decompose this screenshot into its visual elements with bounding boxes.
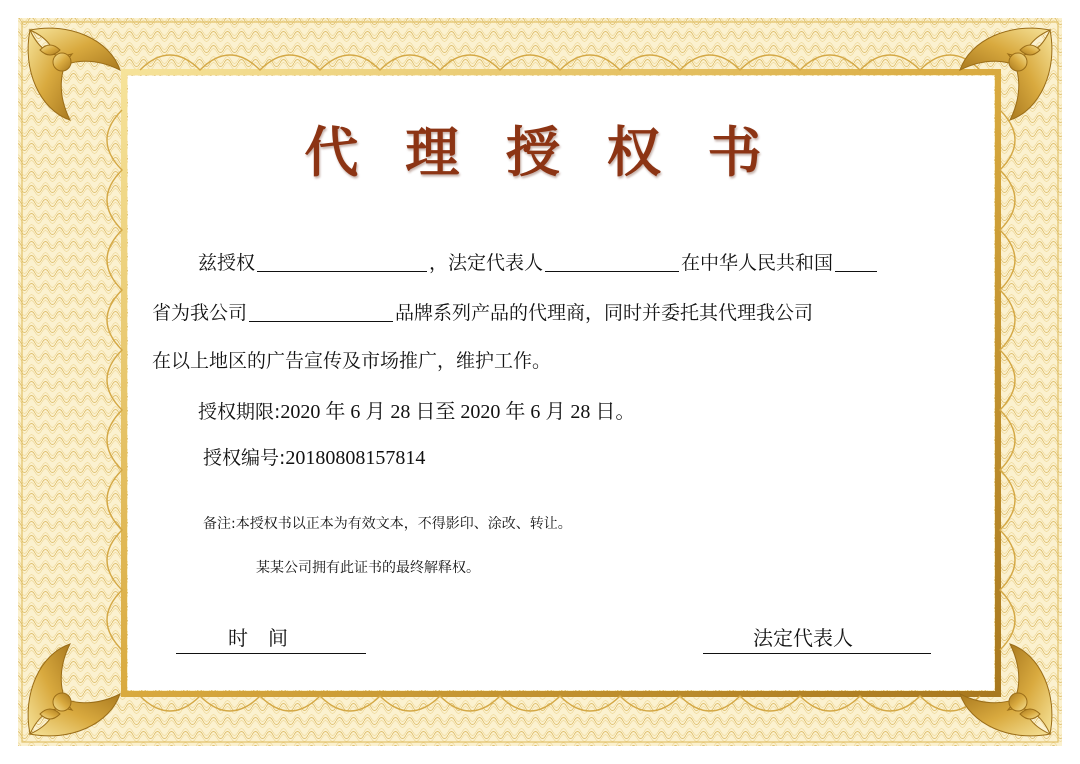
certificate-title: 代 理 授 权 书 [304, 120, 776, 184]
period-label: 授权期限: [198, 401, 281, 423]
remark-line-1: 备注:本授权书以正本为有效文本，不得影印、涂改、转让。 [203, 516, 572, 532]
authorization-line-2 [152, 298, 813, 325]
signature-time: 时 间 [176, 622, 366, 654]
province-suffix: 省为我公司 [152, 302, 248, 324]
authorization-line-3: 在以上地区的广告宣传及市场推广，维护工作。 [152, 350, 552, 372]
authorization-period [198, 395, 635, 424]
period-value: 2020 年 6 月 28 日至 2020 年 6 月 28 日。 [280, 401, 636, 423]
brand-blank [249, 302, 393, 322]
authorization-number [203, 443, 425, 470]
signature-legal-representative: 法定代表人 [703, 622, 931, 654]
authorization-line-1 [198, 248, 879, 275]
remark-line-2: 某某公司拥有此证书的最终解释权。 [256, 560, 480, 576]
legal-rep-label: ，法定代表人 [429, 252, 544, 274]
authorization-prefix: 兹授权 [198, 252, 256, 274]
country-label: 在中华人民共和国 [681, 252, 834, 274]
agency-scope-text: 品牌系列产品的代理商，同时并委托其代理我公司 [395, 302, 814, 324]
number-label: 授权编号: [203, 447, 286, 469]
grantee-blank [257, 252, 427, 272]
legal-rep-blank [545, 252, 679, 272]
province-blank [835, 252, 877, 272]
number-value: 20180808157814 [285, 447, 426, 469]
